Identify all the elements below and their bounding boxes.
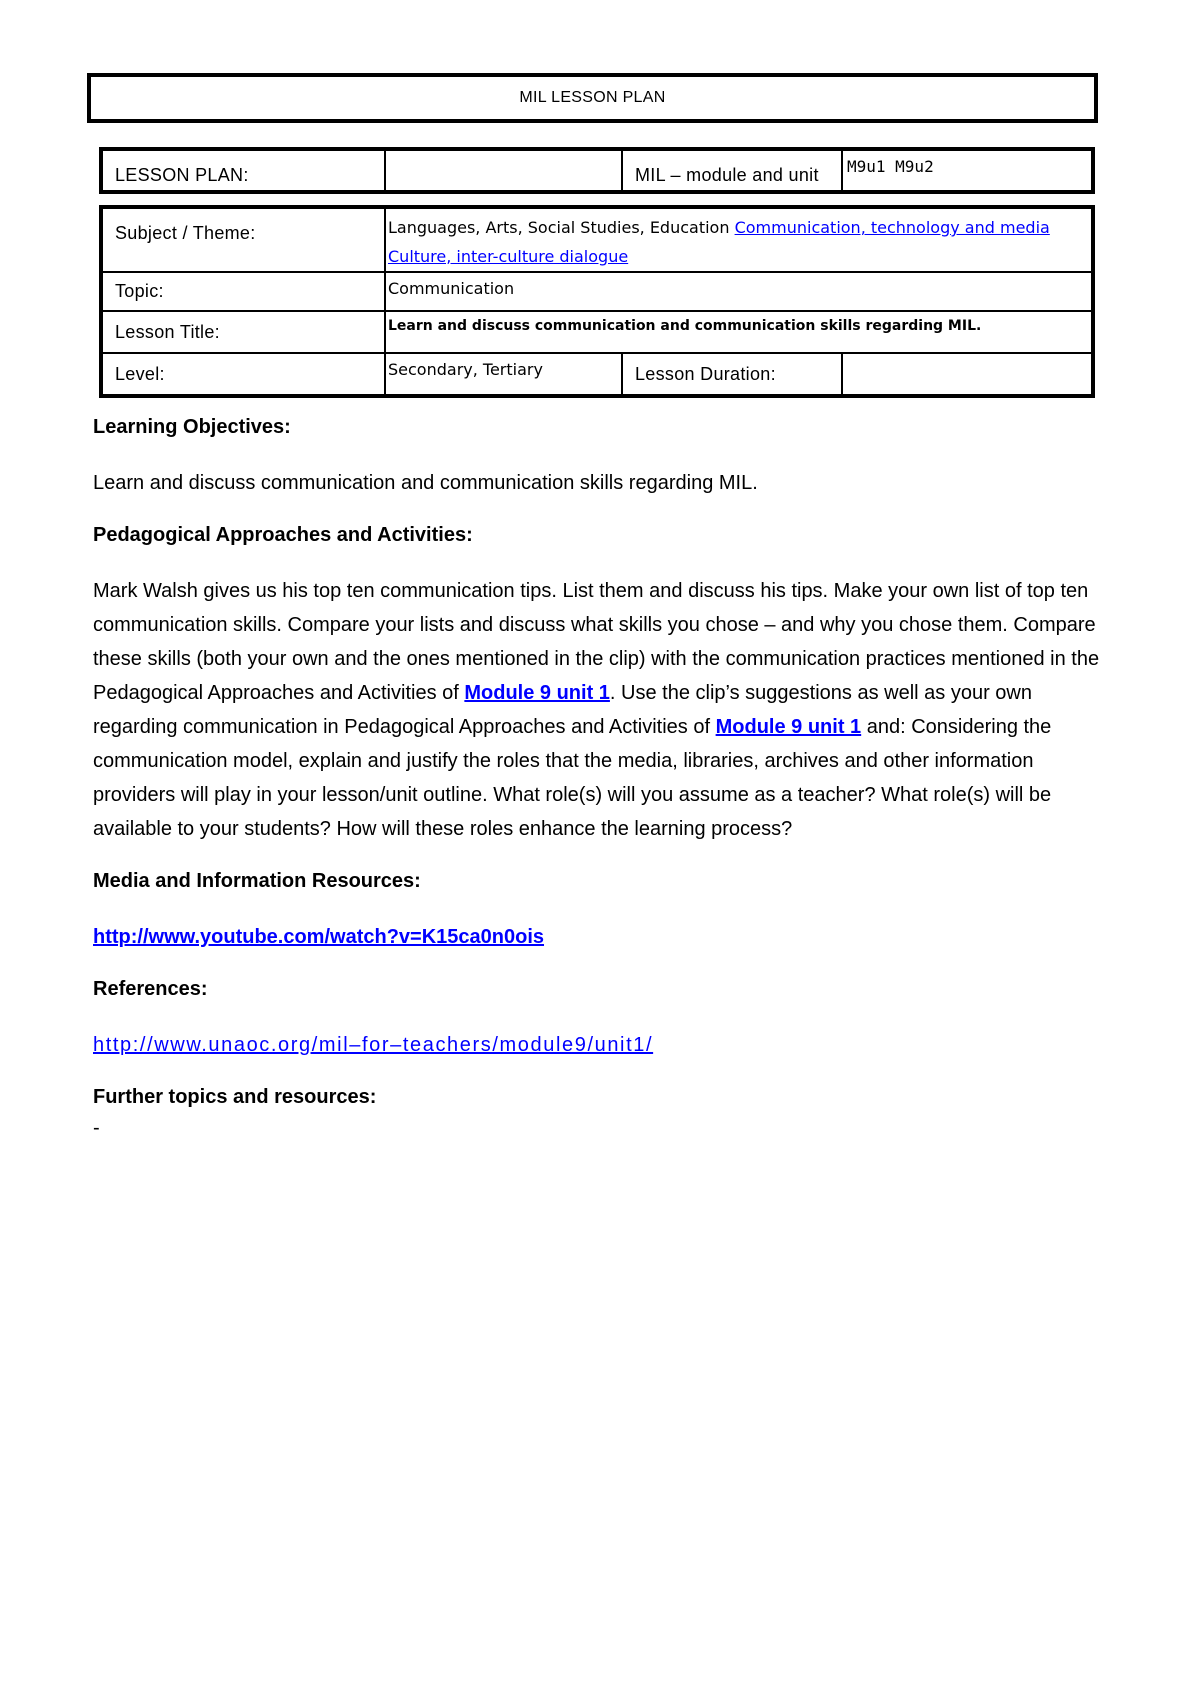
lesson-plan-title: MIL LESSON PLAN <box>87 73 1098 123</box>
pedagogy-part3: and: Considering the communication model, explain and justify the roles that the media, libraries, archives and other information providers will play in your lesson/unit outline. What role(s) will you assume as a teacher? What role(s) will be available to your students? How will these roles enhance the learning process? <box>93 716 1052 840</box>
topic-label: Topic: <box>101 272 385 311</box>
subject-text: Languages, Arts, Social Studies, Education <box>388 218 730 237</box>
lesson-title-value: Learn and discuss communication and communication skills regarding MIL. <box>385 311 1093 353</box>
objectives-text: Learn and discuss communication and communication skills regarding MIL. <box>93 472 758 494</box>
resources-heading: Media and Information Resources: <box>93 870 421 892</box>
pedagogy-part1: Mark Walsh gives us his top ten communication tips. List them and discuss his tips. Make your own list of top ten communication skills. Compare your lists and discuss what skills you chose – and why you chose them. Compare these skills (both your own and the ones mentioned in the clip) with the communication practices mentioned in the Pedagogical Approaches and Activities of <box>93 580 1100 704</box>
lesson-plan-value <box>385 149 622 192</box>
lesson-plan-label: LESSON PLAN: <box>101 149 385 192</box>
plan-table <box>99 147 1095 194</box>
details-table <box>99 205 1095 398</box>
module-link-1[interactable]: Module 9 unit 1 <box>464 682 610 704</box>
subject-value <box>385 207 1093 272</box>
subject-link[interactable]: Communication, technology and media Culture, inter-culture dialogue <box>388 218 1050 266</box>
level-value: Secondary, Tertiary <box>385 353 622 396</box>
objectives-heading: Learning Objectives: <box>93 416 291 438</box>
lesson-title-label: Lesson Title: <box>101 311 385 353</box>
pedagogy-heading: Pedagogical Approaches and Activities: <box>93 524 473 546</box>
topic-value: Communication <box>385 272 1093 311</box>
youtube-link[interactable]: http://www.youtube.com/watch?v=K15ca0n0ois <box>93 926 545 948</box>
module-label: MIL – module and unit <box>622 149 842 192</box>
further-text: - <box>93 1117 100 1139</box>
subject-label: Subject / Theme: <box>101 207 385 272</box>
references-link[interactable]: http://www.unaoc.org/mil–for–teachers/module9/unit1/ <box>93 1034 654 1056</box>
module-value: M9u1 M9u2 <box>842 149 1093 192</box>
pedagogy-text <box>93 574 1113 846</box>
module-link-2[interactable]: Module 9 unit 1 <box>715 716 862 738</box>
duration-value <box>842 353 1093 396</box>
references-heading: References: <box>93 978 208 1000</box>
duration-label: Lesson Duration: <box>622 353 842 396</box>
pedagogy-part2: . Use the clip’s suggestions as well as your own regarding communication in Pedagogical Approaches and Activities of <box>93 682 1032 738</box>
level-label: Level: <box>101 353 385 396</box>
further-heading: Further topics and resources: <box>93 1086 377 1108</box>
lesson-body <box>93 412 1113 1140</box>
